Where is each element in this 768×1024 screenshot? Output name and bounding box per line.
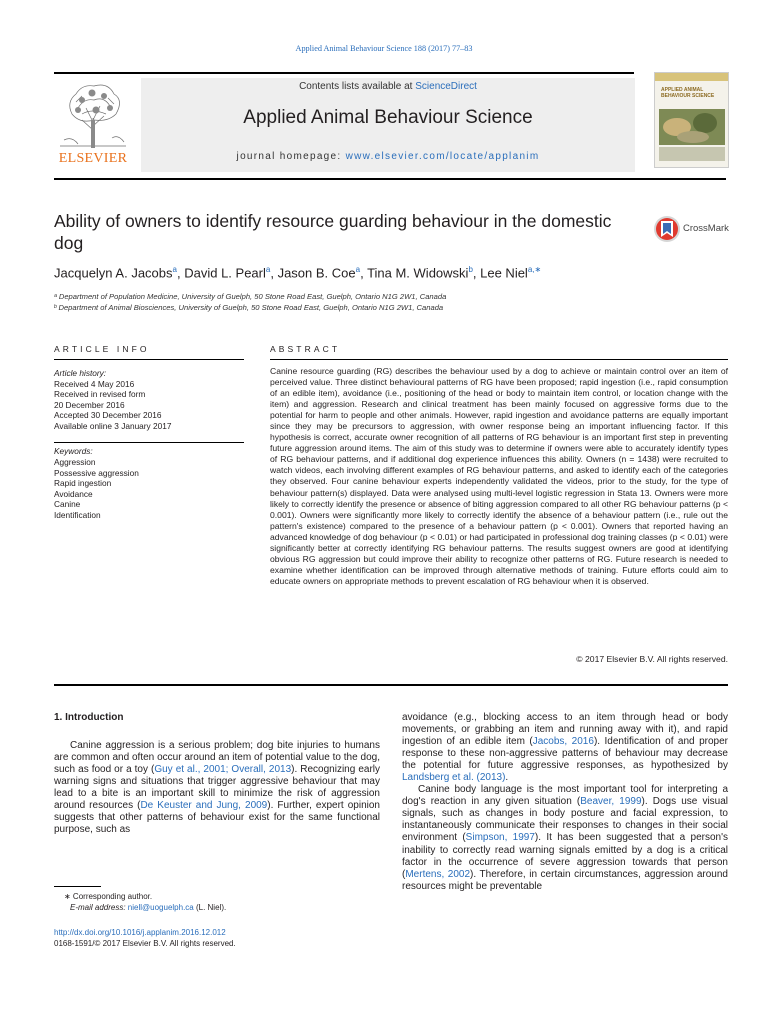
author[interactable]: Jacquelyn A. Jacobs	[54, 265, 173, 281]
email-label: E-mail address:	[70, 903, 128, 912]
abstract-copyright: © 2017 Elsevier B.V. All rights reserved.	[576, 654, 728, 664]
abstract-text: Canine resource guarding (RG) describes the behaviour used by a dog to achieve or maintain control over an item of perceived value. Three distinct behavioural patterns of RG have been proposed; rapid ingestion (i.e., rapid consumption of an edible item), avoidance (i.e., positioning of the head or body to maintain item control, or location change with the item) and aggression. Research and clinical treatment has been mainly focused on aggressive forms due to the potential for harm to people and other animals. However, rapid ingestion and avoidance patterns are equally important since they may be precursors to aggression, with owner response being an important influencing factor. If this hypothesis is correct, accurate owner recognition of all patterns of RG behaviour is an important first step in preventing future aggression around items. The aim of this study was to determine if owners were able to accurately identify types of RG behaviour patterns, and if additional dog experience influences this ability. Owners (n = 1438) were recruited to watch videos, each involving different examples of RG behaviour patterns, and asked to identify each of the categories they observed. Four canine behaviour experts independently validated the videos, prior to the study, for the type of behaviour pattern(s) displayed. Data were analysed using multi-level logistic regression in Stata 13. Owners were more likely to correctly identify the presence or absence of biting aggression compared to all other RG behaviour patterns (p < 0.001). Owners were significantly more likely to correctly identify the absence of a behaviour pattern (i.e., rule out the pattern's existence) compared to the presence of a behaviour pattern (p < 0.001). Owners that reported having an advanced knowledge of dog behaviour (p < 0.01) or had participated in professional dog training classes (p < 0.01) were significantly better at correctly identifying RG behaviour patterns. The results suggest owners are good at identifying obvious RG aggression but could improve their ability to recognize other patterns of RG. Future research is needed to examine whether identification can be improved through alternative methods of training. Future efforts could aim to educate owners on appropriate methods to prevent escalation of RG behaviour when it is observed.	[270, 366, 728, 586]
elsevier-wordmark: ELSEVIER	[58, 151, 128, 166]
citation-link[interactable]: Jacobs, 2016	[532, 736, 594, 748]
affiliation-b: ᵇ Department of Animal Biosciences, University of Guelph, 50 Stone Road East, Guelph, Ontario N1G 2W1, Canada	[54, 303, 444, 312]
corresponding-author-footnote	[54, 891, 384, 913]
author[interactable]: David L. Pearl	[184, 265, 266, 281]
keyword: Possessive aggression	[54, 467, 139, 478]
journal-cover-thumbnail	[654, 72, 729, 168]
affiliation-marker[interactable]: a	[172, 265, 177, 274]
email-link[interactable]: niell@uoguelph.ca	[127, 903, 194, 912]
paragraph: Canine body language is the most important tool for interpreting a dog's reaction in any given situation (Beaver, 1999). Dogs use visual signals, such as changes in body posture and facial expression, to instantaneously communicate their responses to changes in their social environment (Simpson, 1997). It has been suggested that a person's inability to correctly read warning signals emitted by a dog is a critical factor in the occurrence of severe aggression towards that person (Mertens, 2002). Therefore, in certain circumstances, aggression around resources might be preventable	[402, 784, 729, 892]
keywords-rule	[54, 442, 244, 443]
doi-link[interactable]: http://dx.doi.org/10.1016/j.applanim.2016.12.012	[54, 928, 226, 937]
history-item: Received 4 May 2016	[54, 378, 135, 389]
author[interactable]: Tina M. Widowski	[367, 265, 469, 281]
keyword: Rapid ingestion	[54, 478, 112, 489]
homepage-prefix: journal homepage:	[236, 151, 346, 162]
journal-homepage	[141, 151, 635, 162]
citation-link[interactable]: Mertens, 2002	[405, 868, 471, 880]
author-list: Jacquelyn A. Jacobs$^a$, David L. Pearl$^a$, Jason B. Coe$^a$, Tina M. Widowski$^b$, Lee Niel$^{a,∗}$	[54, 265, 542, 281]
citation-link[interactable]: De Keuster and Jung, 2009	[140, 800, 268, 812]
crossmark-badge[interactable]	[652, 213, 732, 245]
author[interactable]: Lee Niel	[480, 265, 528, 281]
front-matter-rule	[54, 684, 728, 686]
article-info	[54, 368, 244, 521]
paragraph: avoidance (e.g., blocking access to an item through head or body movements, or grabbing an item and running away with it), and rapid ingestion of an edible item (Jacobs, 2016). Identification of and proper response to these non-aggressive patterns of behaviour may decrease the potential for future aggressive responses, as hypothesized by Landsberg et al. (2013).	[402, 712, 728, 784]
keyword: Aggression	[54, 456, 96, 467]
journal-title: Applied Animal Behaviour Science	[243, 107, 533, 128]
footnote-rule	[54, 886, 101, 887]
history-item: Accepted 30 December 2016	[54, 410, 162, 421]
history-item: Received in revised form	[54, 389, 146, 400]
abstract-rule	[270, 359, 728, 360]
paragraph: Canine aggression is a serious problem; dog bite injuries to humans are common and often occur around an item of potential value to the dog, such as food or a toy (Guy et al., 2001; Overall, 2013). Recognizing early warning signs and situations that trigger aggressive behaviour that may lead to a bite is an important skill to minimize the risk of aggression around resources (De Keuster and Jung, 2009). Further, expert opinion suggests that other patterns of behaviour exist for the same functional purpose, such as	[54, 740, 380, 836]
affiliation-a: ᵃ Department of Population Medicine, University of Guelph, 50 Stone Road East, Guelph, Ontario N1G 2W1, Canada	[54, 292, 447, 301]
email-line	[54, 902, 384, 913]
citation-link[interactable]: Guy et al., 2001; Overall, 2013	[154, 764, 292, 776]
citation-link[interactable]: Landsberg et al. (2013)	[402, 772, 506, 784]
citation-link[interactable]: Beaver, 1999	[580, 796, 642, 808]
contents-prefix: Contents lists available at	[299, 81, 416, 92]
issn-copyright: 0168-1591/© 2017 Elsevier B.V. All rights reserved.	[54, 939, 236, 948]
affiliation-marker[interactable]: a	[355, 265, 361, 274]
section-heading-introduction: 1. Introduction	[54, 712, 124, 723]
email-suffix: (L. Niel).	[193, 903, 227, 912]
cover-title: APPLIED ANIMAL BEHAVIOUR SCIENCE	[661, 87, 715, 99]
article-info-rule	[54, 359, 244, 360]
body-column-left	[54, 740, 380, 836]
crossmark-label: CrossMark	[683, 223, 729, 234]
corresponding-note: ∗ Corresponding author.	[64, 892, 153, 901]
masthead-top-rule	[54, 72, 634, 74]
history-item: 20 December 2016	[54, 399, 125, 410]
keyword: Avoidance	[54, 488, 93, 499]
history-item: Available online 3 January 2017	[54, 420, 172, 431]
affiliation-marker[interactable]: b	[468, 265, 473, 274]
affiliation-marker[interactable]: a,∗	[527, 265, 542, 274]
citation-link[interactable]: Simpson, 1997	[465, 832, 535, 844]
article-title: Ability of owners to identify resource guarding behaviour in the domestic dog	[54, 211, 612, 253]
keywords-label: Keywords:	[54, 446, 93, 457]
article-doi-block	[54, 927, 384, 949]
keyword: Identification	[54, 509, 101, 520]
masthead-bottom-rule	[54, 178, 726, 180]
sciencedirect-link[interactable]: ScienceDirect	[415, 81, 477, 92]
affiliation-marker[interactable]: a	[265, 265, 271, 274]
contents-line	[141, 81, 635, 92]
journal-citation[interactable]: Applied Animal Behaviour Science 188 (2017) 77–83	[295, 44, 473, 53]
author[interactable]: Jason B. Coe	[277, 265, 356, 281]
homepage-link[interactable]: www.elsevier.com/locate/applanim	[345, 151, 540, 162]
article-info-heading: ARTICLE INFO	[54, 344, 150, 354]
body-column-right	[402, 712, 728, 893]
keyword: Canine	[54, 499, 81, 510]
abstract-heading: ABSTRACT	[270, 344, 341, 354]
history-label: Article history:	[54, 368, 107, 378]
